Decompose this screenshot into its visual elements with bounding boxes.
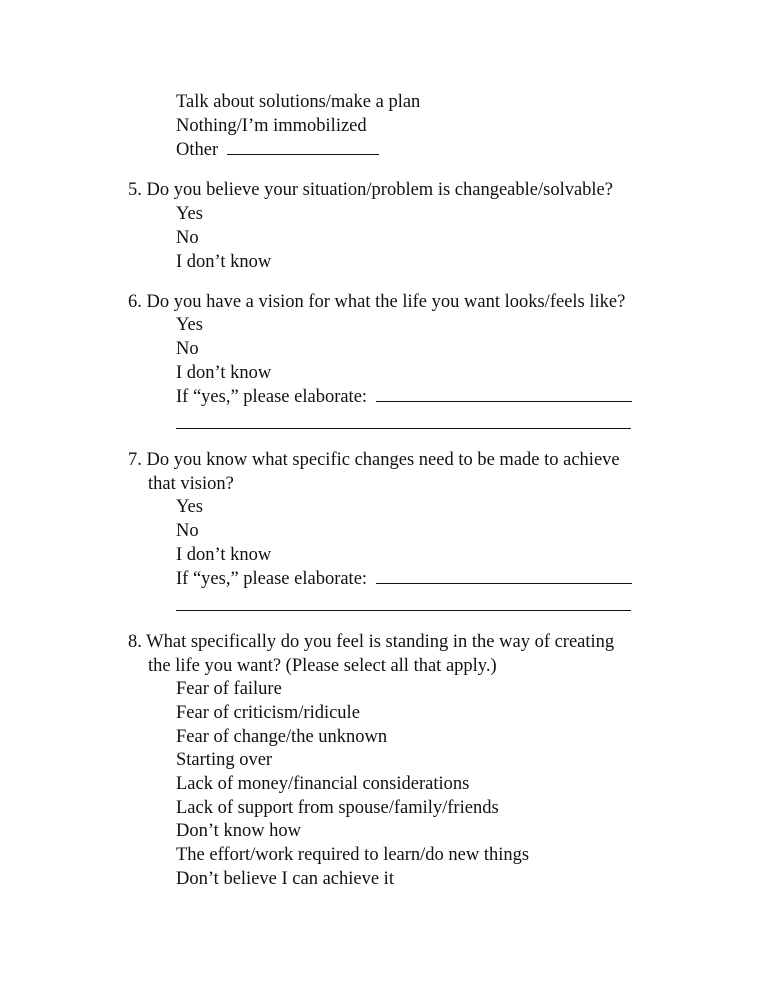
- q6-option-dont-know[interactable]: I don’t know: [176, 363, 272, 383]
- q7-option-dont-know[interactable]: I don’t know: [176, 545, 272, 565]
- q5-option-dont-know[interactable]: I don’t know: [176, 252, 272, 272]
- q6-elaborate-line-2[interactable]: [176, 428, 631, 429]
- q6-number: 6.: [128, 292, 142, 312]
- q7-elaborate-line-2[interactable]: [176, 610, 631, 611]
- q7-elaborate: [176, 567, 632, 591]
- q6-option-yes[interactable]: Yes: [176, 315, 203, 335]
- q6-elaborate: [176, 385, 632, 409]
- q8-option-fear-change[interactable]: Fear of change/the unknown: [176, 727, 388, 747]
- q4-other-label: Other: [176, 140, 219, 160]
- q6-question: [128, 290, 625, 314]
- q8-text-line2: the life you want? (Please select all that apply.): [148, 656, 497, 676]
- q8-option-fear-criticism[interactable]: Fear of criticism/ridicule: [176, 703, 360, 723]
- q6-option-no[interactable]: No: [176, 339, 199, 359]
- q5-number: 5.: [128, 180, 142, 200]
- q7-question: [128, 448, 620, 472]
- q8-option-starting-over[interactable]: Starting over: [176, 750, 273, 770]
- q7-text-line2: that vision?: [148, 474, 234, 494]
- q8-option-fear-failure[interactable]: Fear of failure: [176, 679, 282, 699]
- q8-option-effort[interactable]: The effort/work required to learn/do new things: [176, 845, 530, 865]
- q8-option-dont-believe[interactable]: Don’t believe I can achieve it: [176, 869, 394, 889]
- q4-option-talk-solutions[interactable]: Talk about solutions/make a plan: [176, 92, 421, 112]
- q8-option-lack-money[interactable]: Lack of money/financial considerations: [176, 774, 470, 794]
- q7-number: 7.: [128, 450, 142, 470]
- q5-option-yes[interactable]: Yes: [176, 204, 203, 224]
- q7-elaborate-label: If “yes,” please elaborate:: [176, 569, 368, 589]
- q5-text: Do you believe your situation/problem is changeable/solvable?: [146, 180, 613, 200]
- q8-text-line1: What specifically do you feel is standing in the way of creating: [146, 632, 615, 652]
- q8-number: 8.: [128, 632, 142, 652]
- q8-option-lack-support[interactable]: Lack of support from spouse/family/friends: [176, 798, 499, 818]
- q7-option-no[interactable]: No: [176, 521, 199, 541]
- q8-option-dont-know-how[interactable]: Don’t know how: [176, 821, 302, 841]
- q6-elaborate-blank[interactable]: [376, 385, 632, 402]
- q6-text: Do you have a vision for what the life you want looks/feels like?: [146, 292, 626, 312]
- q7-elaborate-blank[interactable]: [376, 567, 632, 584]
- q7-option-yes[interactable]: Yes: [176, 497, 203, 517]
- q6-elaborate-label: If “yes,” please elaborate:: [176, 387, 368, 407]
- q5-option-no[interactable]: No: [176, 228, 199, 248]
- q7-text-line1: Do you know what specific changes need to be made to achieve: [146, 450, 620, 470]
- q4-option-other[interactable]: [176, 138, 379, 162]
- q5-question: [128, 178, 613, 202]
- q4-option-nothing[interactable]: Nothing/I’m immobilized: [176, 116, 367, 136]
- q4-other-blank[interactable]: [227, 138, 379, 155]
- q8-question: [128, 630, 614, 654]
